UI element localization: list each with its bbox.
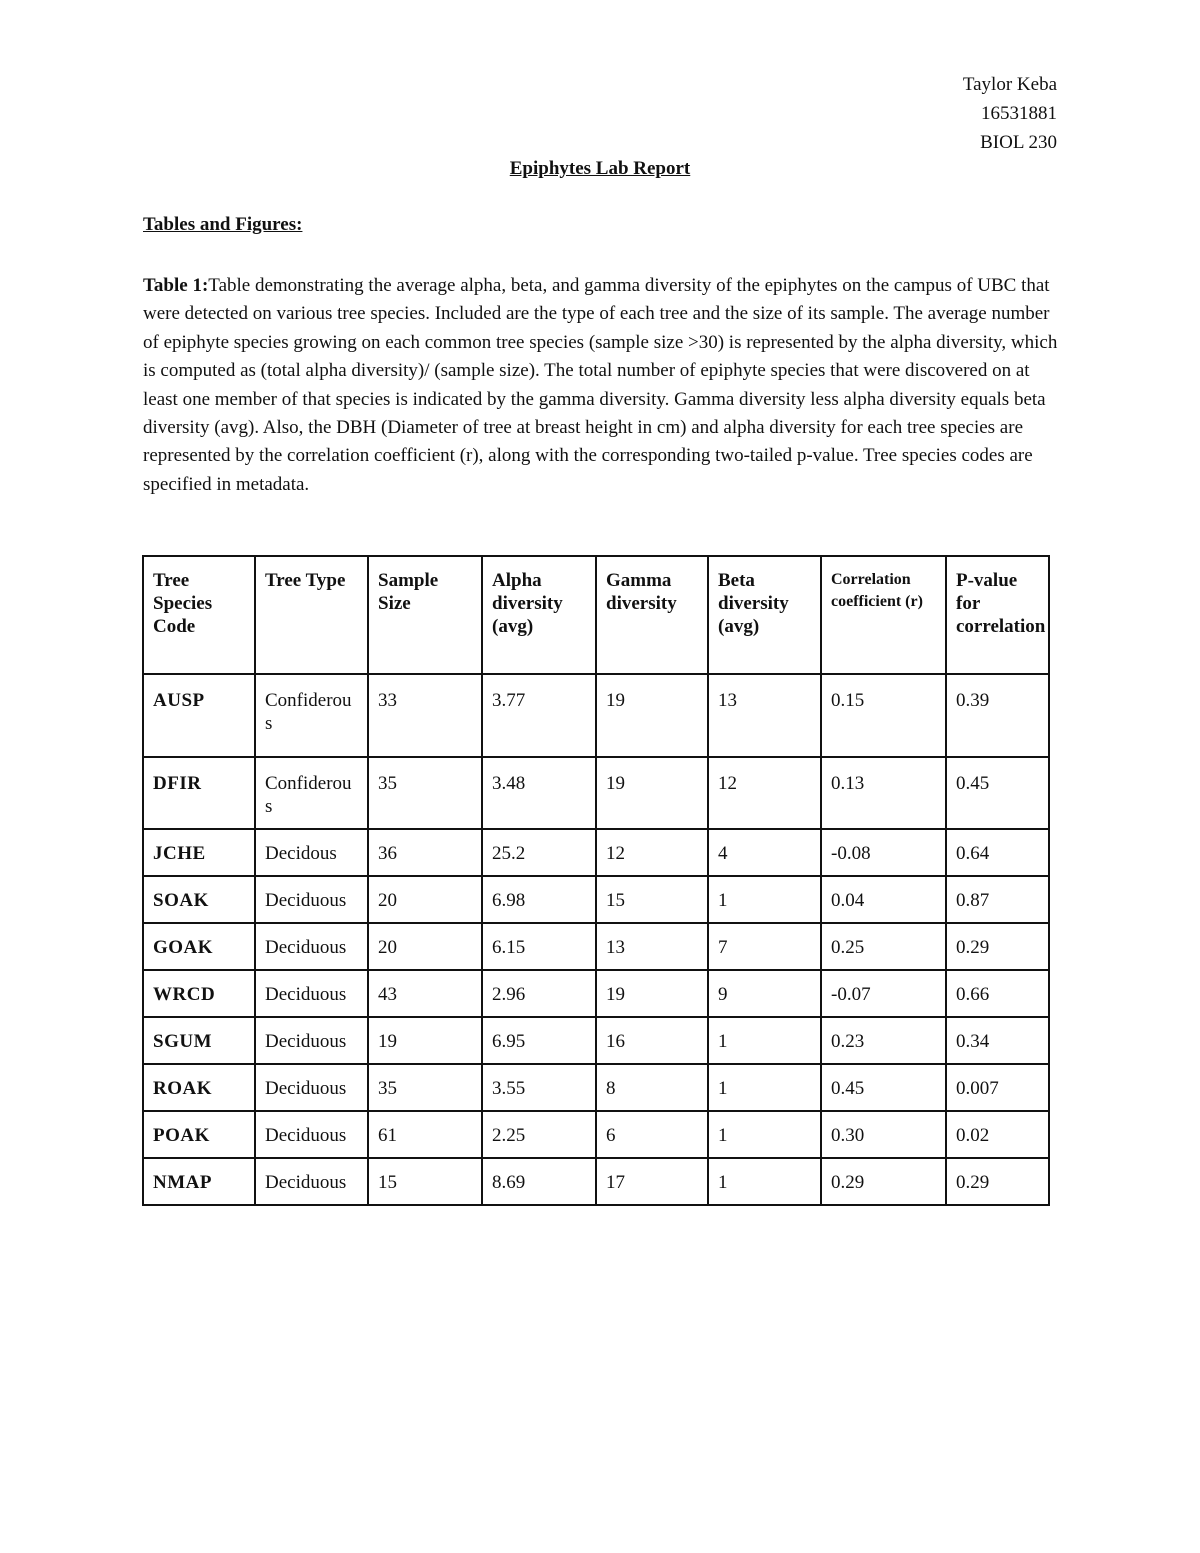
cell-tree-type: Decidous bbox=[255, 829, 368, 876]
header-p-value: P-value for correlation bbox=[946, 556, 1049, 674]
cell-tree-type: Deciduous bbox=[255, 1158, 368, 1205]
cell-correlation: 0.30 bbox=[821, 1111, 946, 1158]
table-caption bbox=[143, 272, 1061, 499]
cell-alpha: 6.15 bbox=[482, 923, 596, 970]
cell-sample-size: 43 bbox=[368, 970, 482, 1017]
table-row bbox=[143, 970, 1049, 1017]
student-id: 16531881 bbox=[981, 103, 1057, 124]
cell-p-value: 0.34 bbox=[946, 1017, 1049, 1064]
cell-beta: 9 bbox=[708, 970, 821, 1017]
cell-sample-size: 15 bbox=[368, 1158, 482, 1205]
header-correlation: Correlation coefficient (r) bbox=[821, 556, 946, 674]
cell-species-code: ROAK bbox=[143, 1064, 255, 1111]
cell-p-value: 0.39 bbox=[946, 674, 1049, 757]
table-row bbox=[143, 1111, 1049, 1158]
cell-tree-type: Deciduous bbox=[255, 1064, 368, 1111]
cell-beta: 1 bbox=[708, 1111, 821, 1158]
cell-species-code: POAK bbox=[143, 1111, 255, 1158]
cell-tree-type: Deciduous bbox=[255, 1111, 368, 1158]
cell-species-code: SGUM bbox=[143, 1017, 255, 1064]
cell-species-code: GOAK bbox=[143, 923, 255, 970]
table-row bbox=[143, 829, 1049, 876]
cell-beta: 1 bbox=[708, 1158, 821, 1205]
cell-sample-size: 33 bbox=[368, 674, 482, 757]
table-row bbox=[143, 1064, 1049, 1111]
table-row bbox=[143, 876, 1049, 923]
cell-sample-size: 61 bbox=[368, 1111, 482, 1158]
header-alpha-diversity: Alpha diversity (avg) bbox=[482, 556, 596, 674]
cell-alpha: 3.55 bbox=[482, 1064, 596, 1111]
cell-gamma: 17 bbox=[596, 1158, 708, 1205]
cell-gamma: 19 bbox=[596, 757, 708, 829]
cell-correlation: -0.08 bbox=[821, 829, 946, 876]
document-title: Epiphytes Lab Report bbox=[509, 158, 691, 179]
cell-p-value: 0.45 bbox=[946, 757, 1049, 829]
cell-species-code: DFIR bbox=[143, 757, 255, 829]
cell-alpha: 2.96 bbox=[482, 970, 596, 1017]
table-row bbox=[143, 674, 1049, 757]
cell-sample-size: 19 bbox=[368, 1017, 482, 1064]
cell-p-value: 0.64 bbox=[946, 829, 1049, 876]
cell-beta: 13 bbox=[708, 674, 821, 757]
cell-species-code: NMAP bbox=[143, 1158, 255, 1205]
cell-correlation: 0.04 bbox=[821, 876, 946, 923]
table-row bbox=[143, 923, 1049, 970]
cell-gamma: 15 bbox=[596, 876, 708, 923]
cell-correlation: 0.23 bbox=[821, 1017, 946, 1064]
cell-gamma: 16 bbox=[596, 1017, 708, 1064]
cell-correlation: -0.07 bbox=[821, 970, 946, 1017]
header-beta-diversity: Beta diversity (avg) bbox=[708, 556, 821, 674]
author-header bbox=[963, 70, 1057, 157]
header-tree-type: Tree Type bbox=[255, 556, 368, 674]
cell-species-code: JCHE bbox=[143, 829, 255, 876]
cell-beta: 1 bbox=[708, 876, 821, 923]
cell-alpha: 2.25 bbox=[482, 1111, 596, 1158]
cell-tree-type: Confiderous bbox=[255, 674, 368, 757]
cell-sample-size: 36 bbox=[368, 829, 482, 876]
cell-gamma: 19 bbox=[596, 674, 708, 757]
cell-beta: 1 bbox=[708, 1017, 821, 1064]
course-code: BIOL 230 bbox=[980, 132, 1057, 153]
cell-beta: 12 bbox=[708, 757, 821, 829]
cell-sample-size: 35 bbox=[368, 757, 482, 829]
cell-alpha: 25.2 bbox=[482, 829, 596, 876]
cell-alpha: 6.95 bbox=[482, 1017, 596, 1064]
cell-beta: 4 bbox=[708, 829, 821, 876]
cell-correlation: 0.29 bbox=[821, 1158, 946, 1205]
header-sample-size: Sample Size bbox=[368, 556, 482, 674]
diversity-table bbox=[142, 555, 1050, 1206]
cell-alpha: 6.98 bbox=[482, 876, 596, 923]
cell-p-value: 0.007 bbox=[946, 1064, 1049, 1111]
caption-label: Table 1: bbox=[143, 275, 209, 296]
cell-sample-size: 20 bbox=[368, 923, 482, 970]
cell-species-code: WRCD bbox=[143, 970, 255, 1017]
caption-text: Table demonstrating the average alpha, beta, and gamma diversity of the epiphytes on the campus of UBC that were detected on various tree species. Included are the type of each tree and the size of its sample. The average number of epiphyte species growing on each common tree species (sample size >30) is represented by the alpha diversity, which is computed as (total alpha diversity)/ (sample size). The total number of epiphyte species that were discovered on at least one member of that species is indicated by the gamma diversity. Gamma diversity less alpha diversity equals beta diversity (avg). Also, the DBH (Diameter of tree at breast height in cm) and alpha diversity for each tree species are represented by the correlation coefficient (r), along with the corresponding two-tailed p-value. Tree species codes are specified in metadata. bbox=[143, 275, 1058, 495]
cell-gamma: 12 bbox=[596, 829, 708, 876]
table-row bbox=[143, 1158, 1049, 1205]
cell-alpha: 8.69 bbox=[482, 1158, 596, 1205]
cell-correlation: 0.13 bbox=[821, 757, 946, 829]
cell-p-value: 0.02 bbox=[946, 1111, 1049, 1158]
cell-alpha: 3.48 bbox=[482, 757, 596, 829]
cell-beta: 7 bbox=[708, 923, 821, 970]
cell-tree-type: Deciduous bbox=[255, 923, 368, 970]
cell-tree-type: Deciduous bbox=[255, 876, 368, 923]
cell-alpha: 3.77 bbox=[482, 674, 596, 757]
table-header-row bbox=[143, 556, 1049, 674]
cell-gamma: 6 bbox=[596, 1111, 708, 1158]
cell-tree-type: Confiderous bbox=[255, 757, 368, 829]
cell-species-code: SOAK bbox=[143, 876, 255, 923]
cell-species-code: AUSP bbox=[143, 674, 255, 757]
section-heading: Tables and Figures: bbox=[143, 214, 303, 235]
cell-correlation: 0.25 bbox=[821, 923, 946, 970]
header-gamma-diversity: Gamma diversity bbox=[596, 556, 708, 674]
table-row bbox=[143, 757, 1049, 829]
cell-gamma: 8 bbox=[596, 1064, 708, 1111]
cell-sample-size: 20 bbox=[368, 876, 482, 923]
cell-gamma: 13 bbox=[596, 923, 708, 970]
cell-p-value: 0.66 bbox=[946, 970, 1049, 1017]
author-name: Taylor Keba bbox=[962, 74, 1057, 95]
cell-correlation: 0.15 bbox=[821, 674, 946, 757]
cell-beta: 1 bbox=[708, 1064, 821, 1111]
table-row bbox=[143, 1017, 1049, 1064]
cell-gamma: 19 bbox=[596, 970, 708, 1017]
cell-tree-type: Deciduous bbox=[255, 970, 368, 1017]
header-species-code: Tree Species Code bbox=[143, 556, 255, 674]
cell-sample-size: 35 bbox=[368, 1064, 482, 1111]
cell-tree-type: Deciduous bbox=[255, 1017, 368, 1064]
cell-p-value: 0.29 bbox=[946, 1158, 1049, 1205]
cell-p-value: 0.87 bbox=[946, 876, 1049, 923]
cell-correlation: 0.45 bbox=[821, 1064, 946, 1111]
cell-p-value: 0.29 bbox=[946, 923, 1049, 970]
